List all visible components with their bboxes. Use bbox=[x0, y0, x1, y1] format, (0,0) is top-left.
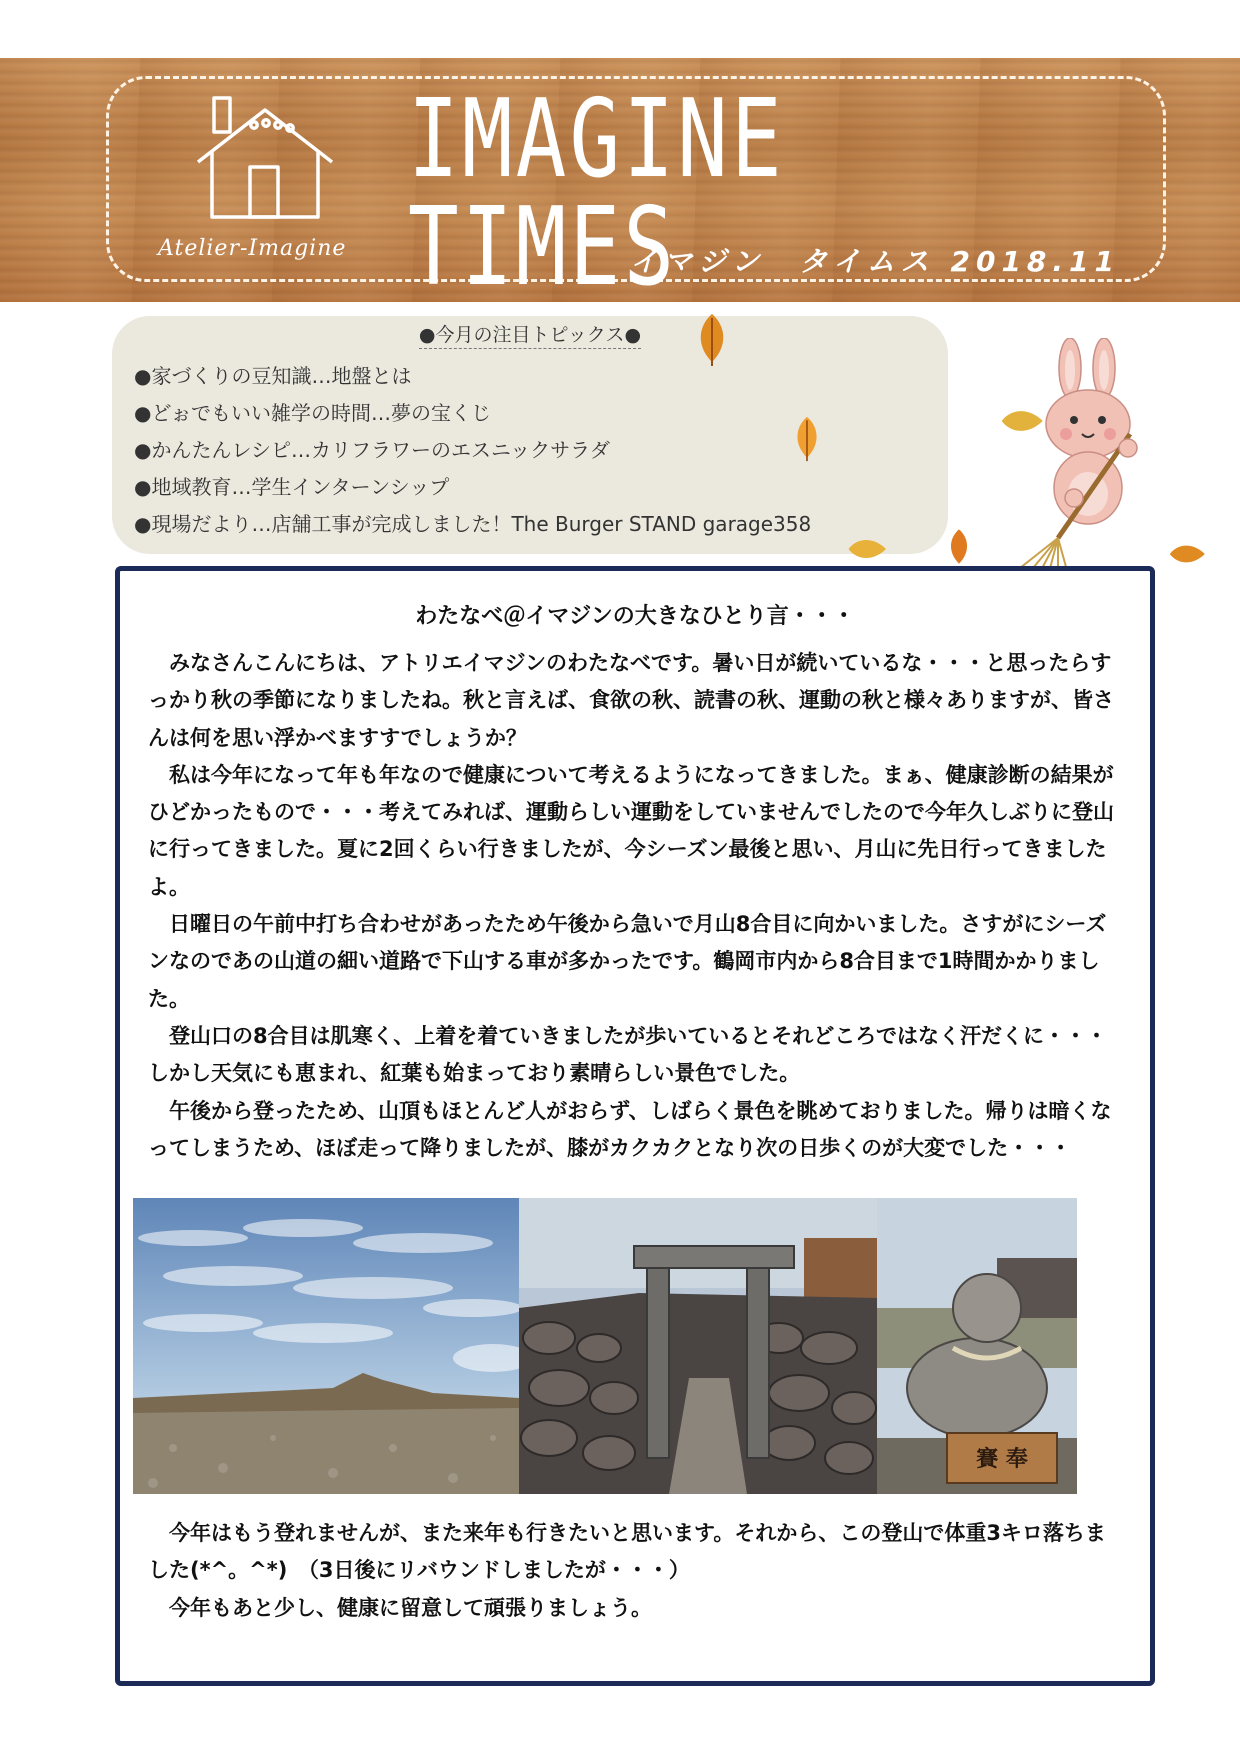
topic-item: ●現場だより…店舗工事が完成しました！The Burger STAND garage358 bbox=[134, 512, 812, 536]
article-paragraph: 今年はもう登れませんが、また来年も行きたいと思います。それから、この登山で体重3キロ落ちました(*^。^*) （3日後にリバウンドしましたが・・・） bbox=[148, 1521, 1106, 1583]
header-banner bbox=[0, 58, 1240, 310]
topic-item: ●どぉでもいい雑学の時間…夢の宝くじ bbox=[134, 401, 492, 425]
article-paragraph: 日曜日の午前中打ち合わせがあったため午後から急いで月山8合目に向かいました。さすがにシーズンなのであの山道の細い道路で下山する車が多かったです。鶴岡市内から8合目まで1時間かかりました。 bbox=[148, 912, 1107, 1011]
article-box bbox=[115, 566, 1155, 1686]
topic-item: ●家づくりの豆知識…地盤とは bbox=[134, 364, 412, 388]
article-paragraph: みなさんこんにちは、アトリエイマジンのわたなべです。暑い日が続いているな・・・と思ったらすっかり秋の季節になりましたね。秋と言えば、食欲の秋、読書の秋、運動の秋と様々ありますが、皆さんは何を思い浮かべますすでしょうか？ bbox=[148, 651, 1114, 750]
leaf-icon bbox=[940, 528, 978, 568]
leaf-icon bbox=[840, 534, 896, 564]
article-closing bbox=[148, 1515, 1126, 1627]
article-body bbox=[148, 645, 1126, 1167]
leaf-icon bbox=[692, 312, 732, 368]
article-paragraph: 登山口の8合目は肌寒く、上着を着ていきましたが歩いているとそれどころではなく汗だくに・・・しかし天気にも恵まれ、紅葉も始まっており素晴らしい景色でした。 bbox=[148, 1023, 1107, 1086]
leaf-icon bbox=[790, 414, 824, 464]
topics-list bbox=[134, 358, 811, 543]
topic-item: ●かんたんレシピ…カリフラワーのエスニックサラダ bbox=[134, 438, 610, 462]
topics-heading: ●今月の注目トピックス● bbox=[419, 324, 641, 349]
offering-box-label: 賽 奉 bbox=[976, 1446, 1028, 1472]
photo-rabbit-statue bbox=[877, 1198, 1077, 1494]
house-icon bbox=[190, 92, 340, 222]
issue-line: イマジン タイムス 2018.11 bbox=[630, 245, 1121, 278]
leaf-icon bbox=[1164, 540, 1212, 568]
photo-strip bbox=[133, 1198, 1137, 1494]
article-paragraph: 私は今年になって年も年なので健康について考えるようになってきました。まぁ、健康診断の結果がひどかったもので・・・考えてみれば、運動らしい運動をしていませんでしたので今年久しぶりに登山に行ってきました。夏に2回くらい行きましたが、今シーズン最後と思い、月山に先日行ってきましたよ。 bbox=[148, 762, 1114, 899]
rabbit-illustration bbox=[1018, 338, 1158, 578]
newsletter-title: IMAGINE TIMES bbox=[408, 77, 785, 310]
topic-item: ●地域教育…学生インターンシップ bbox=[134, 475, 450, 499]
article-title: わたなべ＠イマジンの大きなひとり言・・・ bbox=[415, 604, 855, 629]
article-paragraph: 午後から登ったため、山頂もほとんど人がおらず、しばらく景色を眺めておりました。帰りは暗くなってしまうため、ほぼ走って降りましたが、膝がカクカクとなり次の日歩くのが大変でした・・・ bbox=[148, 1098, 1112, 1160]
brand-name: Atelier-Imagine bbox=[158, 236, 347, 261]
photo-mountain-sky bbox=[133, 1198, 519, 1494]
article-paragraph: 今年もあと少し、健康に留意して頑張りましょう。 bbox=[169, 1595, 652, 1620]
photo-stone-gate bbox=[519, 1198, 877, 1494]
